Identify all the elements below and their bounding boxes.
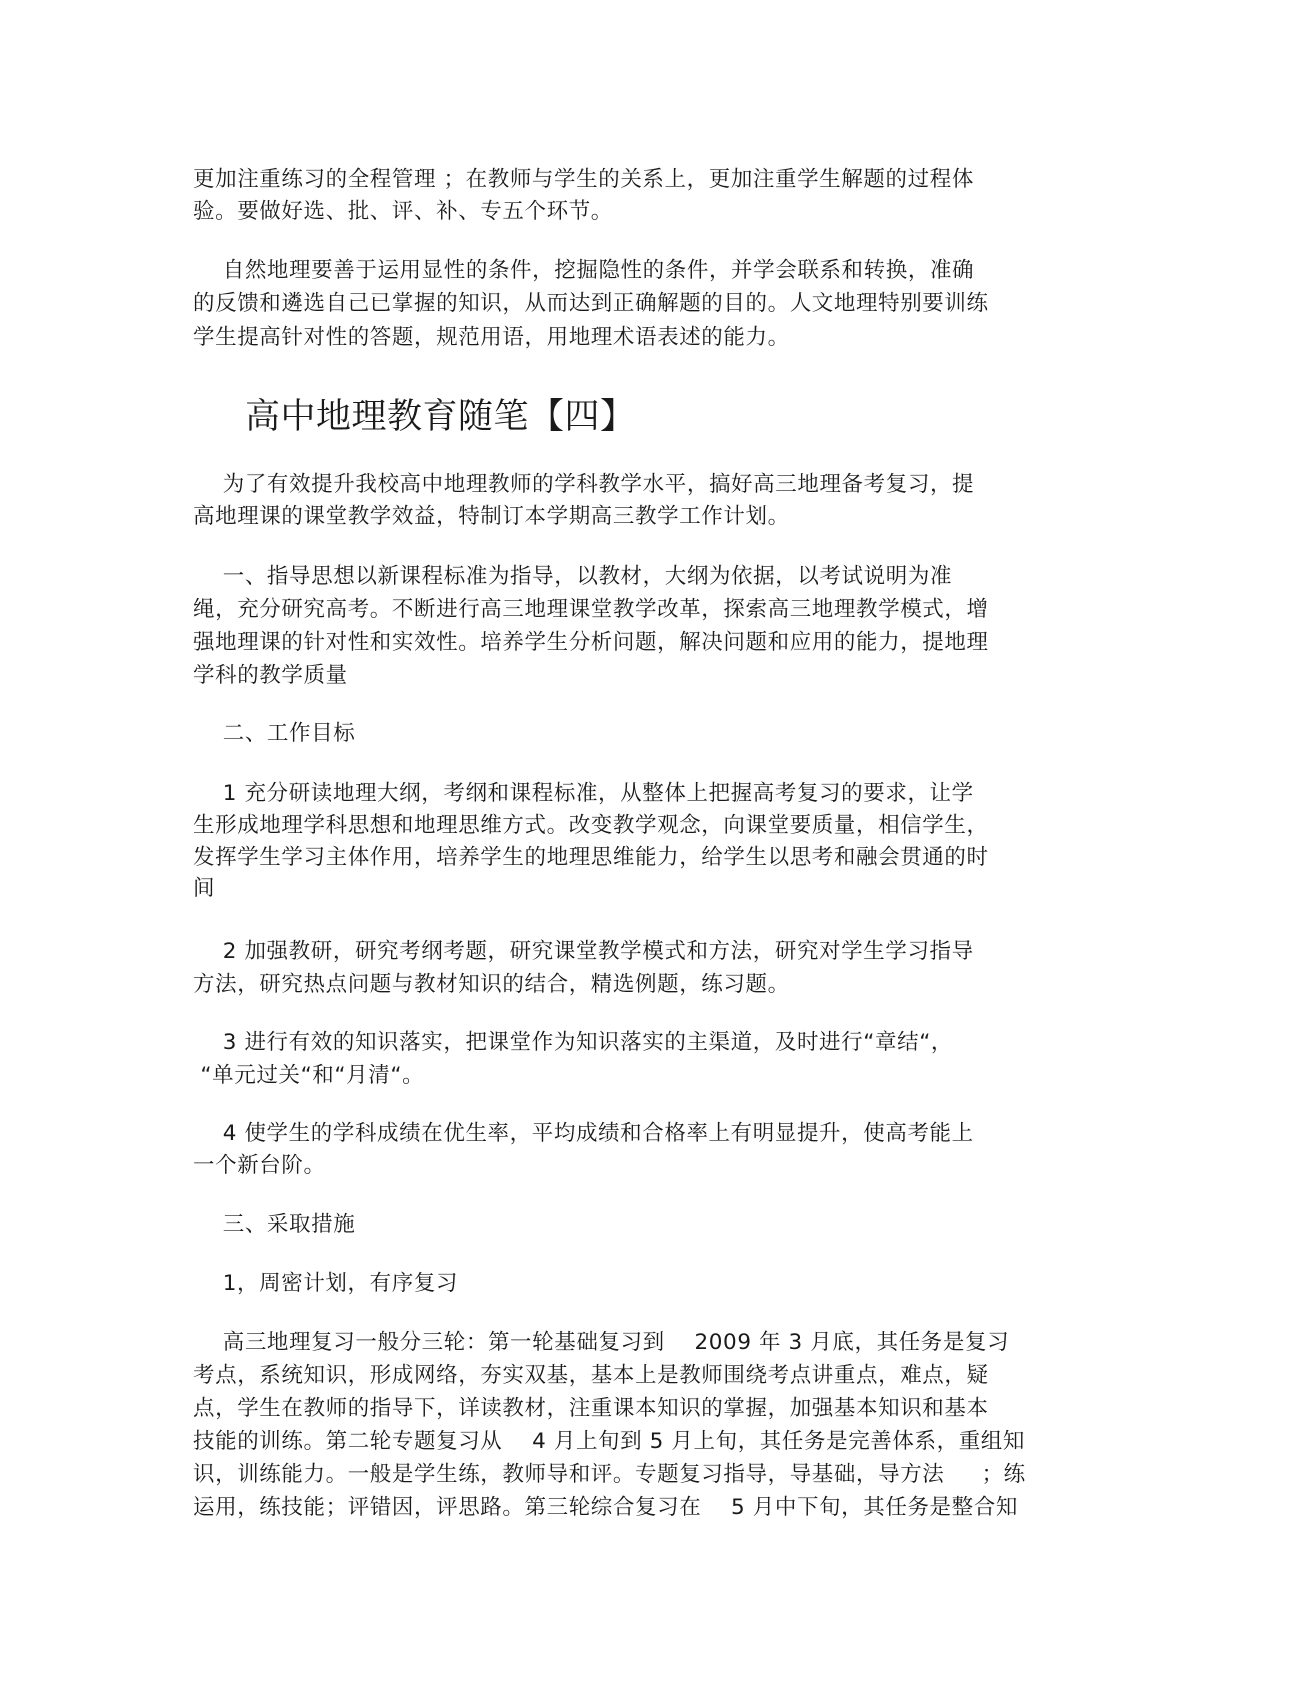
list-item-line: 2 加强教研，研究考纲考题，研究课堂教学模式和方法，研究对学生学习指导 [193, 939, 974, 964]
section-title: 二、工作目标 [193, 721, 356, 746]
list-item-line: 生形成地理学科思想和地理思维方式。改变教学观念，向课堂要质量，相信学生， [193, 813, 989, 838]
paragraph-line: 高三地理复习一般分三轮：第一轮基础复习到 2009 年 3 月底，其任务是复习 [193, 1330, 1010, 1355]
list-item-line: 方法，研究热点问题与教材知识的结合，精选例题，练习题。 [193, 972, 790, 997]
intro-line: 验。要做好选、批、评、补、专五个环节。 [193, 199, 613, 224]
paragraph-line: 自然地理要善于运用显性的条件，挖掘隐性的条件，并学会联系和转换，准确 [193, 258, 975, 283]
paragraph-line: 强地理课的针对性和实效性。培养学生分析问题，解决问题和应用的能力，提地理 [193, 630, 989, 655]
paragraph-line: 技能的训练。第二轮专题复习从 4 月上旬到 5 月上旬，其任务是完善体系，重组知 [193, 1429, 1026, 1454]
list-item-line: 4 使学生的学科成绩在优生率，平均成绩和合格率上有明显提升，使高考能上 [193, 1121, 974, 1146]
intro-line: 更加注重练习的全程管理 ；在教师与学生的关系上，更加注重学生解题的过程体 [193, 167, 974, 192]
section-title: 三、采取措施 [193, 1212, 356, 1237]
paragraph-line: 的反馈和遴选自己已掌握的知识，从而达到正确解题的目的。人文地理特别要训练 [193, 291, 989, 316]
list-item-line: 3 进行有效的知识落实，把课堂作为知识落实的主渠道，及时进行“章结“， [193, 1030, 954, 1055]
paragraph-line: 识，训练能力。一般是学生练，教师导和评。专题复习指导，导基础，导方法 ；练 [193, 1462, 1026, 1487]
list-item-line: 1 充分研读地理大纲，考纲和课程标准，从整体上把握高考复习的要求，让学 [193, 781, 974, 806]
list-item-line: “单元过关“和“月清“。 [193, 1063, 425, 1088]
paragraph-line: 高地理课的课堂教学效益，特制订本学期高三教学工作计划。 [193, 504, 790, 529]
paragraph-line: 考点，系统知识，形成网络，夯实双基，基本上是教师围绕考点讲重点，难点，疑 [193, 1363, 989, 1388]
paragraph-line: 绳，充分研究高考。不断进行高三地理课堂教学改革，探索高三地理教学模式，增 [193, 597, 989, 622]
paragraph-line: 为了有效提升我校高中地理教师的学科教学水平，搞好高三地理备考复习，提 [193, 472, 975, 497]
paragraph-line: 一、指导思想以新课程标准为指导，以教材，大纲为依据，以考试说明为准 [193, 564, 953, 589]
list-item-line: 一个新台阶。 [193, 1153, 326, 1178]
paragraph-line: 运用，练技能；评错因，评思路。第三轮综合复习在 5 月中下旬，其任务是整合知 [193, 1495, 1018, 1520]
paragraph-line: 点，学生在教师的指导下，详读教材，注重课本知识的掌握，加强基本知识和基本 [193, 1396, 989, 1421]
paragraph-line: 学科的教学质量 [193, 663, 348, 688]
list-item-line: 发挥学生学习主体作用，培养学生的地理思维能力，给学生以思考和融会贯通的时 [193, 845, 989, 870]
paragraph-line: 学生提高针对性的答题，规范用语，用地理术语表述的能力。 [193, 325, 790, 350]
subsection-title: 1，周密计划，有序复习 [193, 1271, 459, 1296]
list-item-line: 间 [193, 876, 216, 901]
section-heading: 高中地理教育随笔【四】 [245, 397, 636, 437]
